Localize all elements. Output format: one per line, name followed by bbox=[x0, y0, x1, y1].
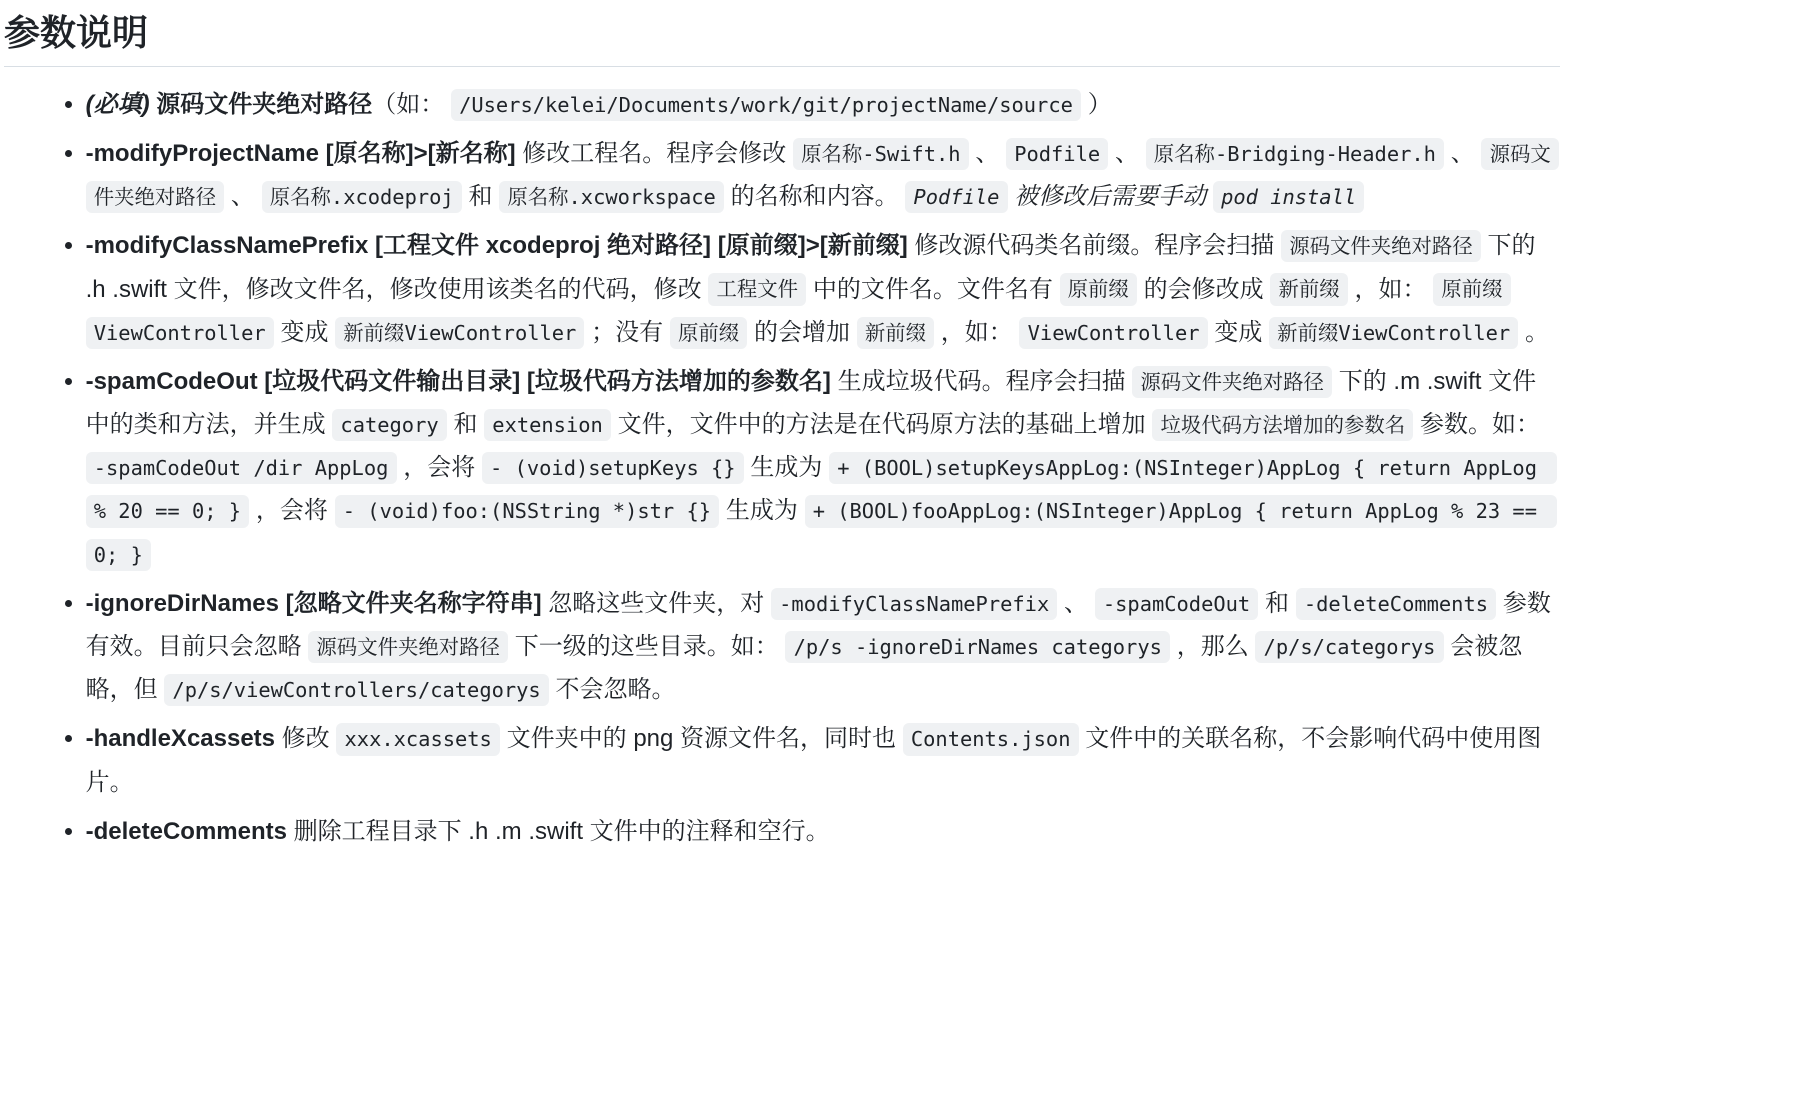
text-run: 生成为 bbox=[719, 497, 805, 525]
text-run: 生成垃圾代码。程序会扫描 bbox=[830, 367, 1133, 395]
text-run: 文件，文件中的方法是在代码原方法的基础上增加 bbox=[610, 411, 1153, 439]
text-run: 文件夹中的 png 资源文件名，同时也 bbox=[500, 725, 903, 753]
text-run: 的名称和内容。 bbox=[724, 183, 906, 211]
text-run: 忽略这些文件夹，对 bbox=[541, 589, 771, 617]
inline-code: 源码文件夹绝对路径 bbox=[86, 138, 1559, 213]
text-run: 修改工程名。程序会修改 bbox=[515, 139, 793, 167]
text-run: -modifyProjectName [原名称]>[新名称] bbox=[85, 139, 516, 167]
inline-code: 垃圾代码方法增加的参数名 bbox=[1152, 409, 1413, 441]
text-run: -modifyClassNamePrefix [工程文件 xcodeproj 绝对路径] [原前缀]>[新前缀] bbox=[85, 232, 908, 260]
text-run: 会被忽略，但 bbox=[85, 633, 1523, 704]
inline-code: -spamCodeOut /dir AppLog bbox=[86, 452, 397, 484]
inline-code: 原名称.xcworkspace bbox=[499, 181, 724, 213]
inline-code: /Users/kelei/Documents/work/git/projectName/source bbox=[451, 89, 1081, 121]
inline-code: /p/s/viewControllers/categorys bbox=[164, 674, 549, 706]
inline-code: category bbox=[332, 409, 447, 441]
text-run: 下的 .m .swift 文件中的类和方法，并生成 bbox=[85, 367, 1537, 439]
text-run: 变成 bbox=[1207, 318, 1270, 346]
text-run: 中的文件名。文件名有 bbox=[806, 275, 1060, 303]
inline-code: Podfile bbox=[1006, 138, 1108, 170]
text-run: 、 bbox=[224, 183, 262, 211]
list-item bbox=[86, 224, 1560, 354]
inline-code: -deleteComments bbox=[1296, 588, 1496, 620]
text-run: ，那么 bbox=[1170, 633, 1256, 661]
list-item bbox=[86, 717, 1560, 803]
text-run: 删除工程目录下 .h .m .swift 文件中的注释和空行。 bbox=[286, 817, 830, 845]
text-run: -ignoreDirNames [忽略文件夹名称字符串] bbox=[85, 589, 542, 617]
text-run: (必填) bbox=[85, 90, 150, 118]
parameter-list bbox=[4, 83, 1560, 853]
text-run: 、 bbox=[1444, 139, 1482, 167]
text-run: 和 bbox=[461, 183, 500, 211]
page-title: 参数说明 bbox=[4, 10, 1560, 67]
text-run: ，会将 bbox=[396, 454, 482, 482]
inline-code: /p/s/categorys bbox=[1255, 631, 1443, 663]
text-run: 修改 bbox=[275, 725, 337, 753]
text-run: 文件中的关联名称，不会影响代码中使用图片。 bbox=[85, 725, 1542, 796]
inline-code: 原名称-Swift.h bbox=[793, 138, 969, 170]
text-run: 下一级的这些目录。如： bbox=[508, 633, 786, 661]
text-run: ） bbox=[1081, 90, 1112, 118]
list-item bbox=[86, 132, 1560, 218]
text-run: 。 bbox=[1518, 318, 1550, 346]
inline-code: 源码文件夹绝对路径 bbox=[1132, 366, 1332, 398]
text-run: 参数。如： bbox=[1413, 411, 1547, 439]
text-run: 、 bbox=[1057, 589, 1095, 617]
inline-code: ViewController bbox=[1019, 317, 1207, 349]
inline-code: 新前缀ViewController bbox=[335, 317, 584, 349]
inline-code: 工程文件 bbox=[708, 273, 806, 305]
inline-code: xxx.xcassets bbox=[336, 723, 500, 755]
text-run: -deleteComments bbox=[85, 817, 287, 845]
text-run: （如： bbox=[372, 90, 451, 118]
inline-code: extension bbox=[484, 409, 611, 441]
list-item bbox=[86, 810, 1560, 853]
inline-code: 原前缀ViewController bbox=[86, 273, 1511, 348]
text-run: ；没有 bbox=[584, 318, 670, 346]
text-run: 下的 .h .swift 文件，修改文件名，修改使用该类名的代码，修改 bbox=[85, 232, 1543, 303]
list-item bbox=[86, 83, 1560, 126]
text-run: 的会增加 bbox=[747, 318, 857, 346]
text-run: 修改源代码类名前缀。程序会扫描 bbox=[907, 232, 1282, 260]
text-run: 的会修改成 bbox=[1136, 275, 1271, 303]
text-run: 源码文件夹绝对路径 bbox=[156, 90, 373, 118]
inline-code: -modifyClassNamePrefix bbox=[771, 588, 1057, 620]
text-run: ，如： bbox=[934, 318, 1020, 346]
inline-code: 新前缀ViewController bbox=[1269, 317, 1518, 349]
text-run: 生成为 bbox=[743, 454, 830, 482]
text-run: 、 bbox=[968, 139, 1007, 167]
markdown-document bbox=[4, 10, 1560, 853]
inline-code: 源码文件夹绝对路径 bbox=[1281, 230, 1481, 262]
inline-code: Podfile bbox=[905, 181, 1007, 213]
text-run: ，会将 bbox=[249, 497, 335, 525]
inline-code: 原前缀 bbox=[670, 317, 747, 349]
inline-code: 源码文件夹绝对路径 bbox=[308, 631, 508, 663]
text-run: -spamCodeOut [垃圾代码文件输出目录] [垃圾代码方法增加的参数名] bbox=[85, 367, 831, 395]
text-run: 不会忽略。 bbox=[548, 676, 676, 704]
inline-code: 原名称-Bridging-Header.h bbox=[1146, 138, 1444, 170]
inline-code: -spamCodeOut bbox=[1095, 588, 1259, 620]
inline-code: 新前缀 bbox=[1270, 273, 1347, 305]
inline-code: /p/s -ignoreDirNames categorys bbox=[785, 631, 1170, 663]
inline-code: 新前缀 bbox=[857, 317, 934, 349]
text-run: 和 bbox=[446, 411, 485, 439]
inline-code: - (void)foo:(NSString *)str {} bbox=[335, 495, 720, 527]
inline-code: + (BOOL)fooAppLog:(NSInteger)AppLog { return AppLog % 23 == 0; } bbox=[86, 495, 1558, 570]
text-run: -handleXcassets bbox=[85, 725, 276, 753]
text-run: 、 bbox=[1108, 139, 1146, 167]
list-item bbox=[86, 360, 1560, 576]
list-item bbox=[86, 582, 1560, 712]
inline-code: pod install bbox=[1213, 181, 1364, 213]
inline-code: 原前缀 bbox=[1060, 273, 1137, 305]
text-run: 参数有效。目前只会忽略 bbox=[85, 589, 1551, 661]
inline-code: 原名称.xcodeproj bbox=[262, 181, 462, 213]
text-run: ，如： bbox=[1347, 275, 1434, 303]
inline-code: - (void)setupKeys {} bbox=[482, 452, 744, 484]
inline-code: + (BOOL)setupKeysAppLog:(NSInteger)AppLog { return AppLog % 20 == 0; } bbox=[86, 452, 1558, 527]
inline-code: Contents.json bbox=[903, 723, 1079, 755]
text-run: 变成 bbox=[273, 318, 336, 346]
text-run: 和 bbox=[1258, 589, 1296, 617]
text-run: 被修改后需要手动 bbox=[1007, 183, 1213, 211]
